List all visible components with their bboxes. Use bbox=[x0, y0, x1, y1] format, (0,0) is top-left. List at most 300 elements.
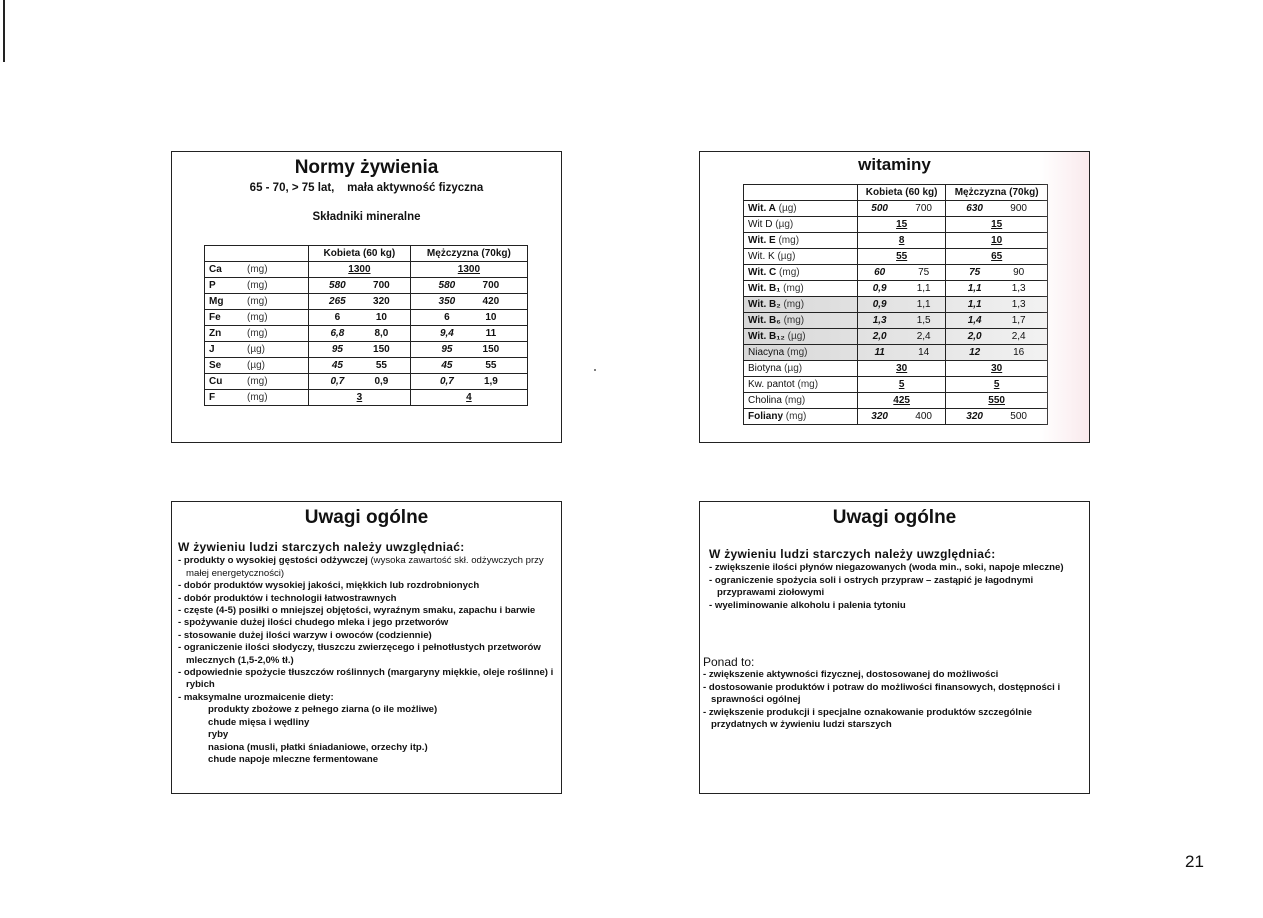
section-heading: Ponad to: bbox=[703, 655, 755, 669]
value-min: 2,0 bbox=[967, 331, 982, 342]
value-range bbox=[313, 294, 406, 309]
vitamin-unit: (mg) bbox=[783, 315, 805, 326]
value-max: 700 bbox=[373, 280, 390, 291]
list-item: - dostosowanie produktów i potraw do możliwości finansowych, dostępności i sprawności ogólnej bbox=[703, 681, 1061, 706]
value-cell bbox=[410, 294, 527, 310]
value-range bbox=[950, 345, 1043, 360]
value-cell bbox=[858, 265, 946, 281]
element-cell bbox=[205, 390, 309, 406]
value: 15 bbox=[991, 219, 1003, 230]
value-min: 1,4 bbox=[967, 315, 982, 326]
value-min: 95 bbox=[331, 344, 343, 355]
list-item bbox=[178, 580, 555, 592]
sublist-item: ryby bbox=[208, 729, 229, 741]
table-row bbox=[744, 345, 1048, 361]
value-min: 6 bbox=[334, 312, 341, 323]
value-cell bbox=[309, 358, 411, 374]
element-unit: (µg) bbox=[247, 344, 265, 355]
list-item bbox=[178, 642, 555, 667]
value-max: 10 bbox=[375, 312, 387, 323]
value-cell bbox=[309, 310, 411, 326]
value-min: 9,4 bbox=[439, 328, 454, 339]
value-min: 320 bbox=[966, 411, 983, 422]
value-range bbox=[950, 313, 1043, 328]
value-cell bbox=[858, 281, 946, 297]
value-min: 60 bbox=[874, 267, 886, 278]
element-unit: (mg) bbox=[247, 280, 268, 291]
value-max: 55 bbox=[375, 360, 387, 371]
element-unit: (mg) bbox=[247, 312, 268, 323]
value-max: 150 bbox=[482, 344, 500, 355]
value: 550 bbox=[988, 395, 1005, 406]
table-row bbox=[205, 358, 528, 374]
additional-section bbox=[703, 656, 1083, 731]
element-symbol: Zn bbox=[209, 328, 222, 339]
element-unit: (mg) bbox=[247, 376, 268, 387]
value-max: 8,0 bbox=[374, 328, 389, 339]
additional-list bbox=[703, 669, 1083, 731]
value: 425 bbox=[893, 395, 910, 406]
value: 4 bbox=[466, 392, 472, 403]
value-cell bbox=[309, 374, 411, 390]
table-row bbox=[205, 262, 528, 278]
value-cell bbox=[410, 390, 527, 406]
value-cell bbox=[858, 297, 946, 313]
value-cell bbox=[309, 342, 411, 358]
minerals-table-body bbox=[205, 262, 528, 406]
value-max: 1,9 bbox=[483, 376, 498, 387]
value-max: 55 bbox=[485, 360, 497, 371]
sublist-item: produkty zbożowe z pełnego ziarna (o ile możliwe) bbox=[208, 704, 438, 716]
page-number: 21 bbox=[1185, 852, 1204, 871]
value-range bbox=[415, 358, 523, 373]
value-range bbox=[415, 342, 523, 357]
value-cell bbox=[946, 265, 1048, 281]
table-row bbox=[744, 281, 1048, 297]
value-range bbox=[313, 374, 406, 389]
value-min: 1,3 bbox=[872, 315, 887, 326]
element-symbol: Mg bbox=[209, 296, 224, 307]
value-cell bbox=[858, 217, 946, 233]
vitamin-name: Biotyna bbox=[748, 363, 782, 374]
header-men: Mężczyzna (70kg) bbox=[410, 246, 527, 262]
value: 30 bbox=[896, 363, 908, 374]
list-item bbox=[178, 692, 555, 704]
value-min: 500 bbox=[871, 203, 888, 214]
slide-title: Uwagi ogólne bbox=[832, 507, 957, 528]
value-cell bbox=[946, 313, 1048, 329]
value-range bbox=[862, 265, 941, 280]
table-row bbox=[744, 233, 1048, 249]
list-item: - zwiększenie ilości płynów niegazowanych (woda min., soki, napoje mleczne) bbox=[709, 562, 1064, 574]
vitamin-unit: (mg) bbox=[785, 411, 807, 422]
table-row bbox=[205, 326, 528, 342]
list-item bbox=[178, 593, 555, 605]
value-max: 150 bbox=[373, 344, 390, 355]
value: 5 bbox=[898, 379, 905, 390]
value-range bbox=[950, 201, 1043, 216]
vitamin-unit: (µg) bbox=[787, 331, 806, 342]
vitamin-name: Wit. B₆ bbox=[748, 315, 781, 326]
value-cell bbox=[946, 281, 1048, 297]
element-cell bbox=[205, 310, 309, 326]
table-row bbox=[205, 374, 528, 390]
section-heading: Składniki mineralne bbox=[312, 211, 421, 223]
vitamin-cell bbox=[744, 297, 858, 313]
value: 1300 bbox=[348, 264, 371, 275]
lead-text: W żywieniu ludzi starczych należy uwzględniać: bbox=[709, 547, 996, 561]
value-cell bbox=[946, 233, 1048, 249]
list-item-text: - dobór produktów i technologii łatwostrawnych bbox=[178, 592, 397, 604]
value-range bbox=[950, 329, 1043, 344]
value-min: 1,1 bbox=[967, 283, 982, 294]
vitamin-unit: (µg) bbox=[784, 363, 803, 374]
value-max: 90 bbox=[1013, 267, 1025, 278]
slide-uwagi-ogolne-1 bbox=[171, 501, 562, 794]
list-item: - zwiększenie aktywności fizycznej, dostosowanej do możliwości bbox=[703, 669, 999, 681]
element-unit: (mg) bbox=[247, 296, 268, 307]
element-symbol: Se bbox=[209, 360, 222, 371]
vitamin-unit: (mg) bbox=[797, 379, 819, 390]
value-max: 700 bbox=[915, 203, 932, 214]
value-cell bbox=[946, 377, 1048, 393]
vitamin-cell bbox=[744, 249, 858, 265]
value-cell bbox=[410, 278, 527, 294]
value-max: 2,4 bbox=[916, 331, 931, 342]
value: 15 bbox=[896, 219, 908, 230]
list-item-text: - dobór produktów wysokiej jakości, miękkich lub rozdrobnionych bbox=[178, 580, 480, 592]
vitamin-cell bbox=[744, 345, 858, 361]
list-item bbox=[178, 617, 555, 629]
value-cell bbox=[858, 329, 946, 345]
value-min: 2,0 bbox=[872, 331, 887, 342]
element-cell bbox=[205, 262, 309, 278]
value-min: 350 bbox=[438, 296, 456, 307]
vitamin-name: Wit. B₁ bbox=[748, 283, 781, 294]
value-cell bbox=[410, 358, 527, 374]
value-max: 400 bbox=[915, 411, 932, 422]
recommendation-list bbox=[706, 562, 1083, 612]
value-cell bbox=[946, 249, 1048, 265]
vitamin-cell bbox=[744, 409, 858, 425]
slide-title: witaminy bbox=[858, 155, 931, 174]
diet-sublist bbox=[178, 704, 555, 766]
value-range bbox=[950, 297, 1043, 312]
value: 3 bbox=[356, 392, 363, 403]
value-range bbox=[950, 281, 1043, 296]
vitamin-cell bbox=[744, 329, 858, 345]
vitamin-name: Wit. K bbox=[748, 251, 775, 262]
value-range bbox=[415, 294, 523, 309]
vitamin-cell bbox=[744, 233, 858, 249]
value-min: 95 bbox=[441, 344, 453, 355]
element-cell bbox=[205, 326, 309, 342]
value-cell bbox=[946, 409, 1048, 425]
value-range bbox=[950, 265, 1043, 280]
table-row bbox=[744, 361, 1048, 377]
value: 1300 bbox=[457, 264, 481, 275]
value-range bbox=[862, 281, 941, 296]
vitamin-unit: (mg) bbox=[783, 299, 805, 310]
slide-content bbox=[706, 548, 1083, 612]
vitamin-cell bbox=[744, 377, 858, 393]
vitamin-unit: (mg) bbox=[778, 235, 800, 246]
value-min: 12 bbox=[969, 347, 981, 358]
list-item: - wyeliminowanie alkoholu i palenia tytoniu bbox=[709, 599, 906, 611]
value-range bbox=[415, 310, 523, 325]
value-min: 580 bbox=[329, 280, 346, 291]
value-max: 0,9 bbox=[374, 376, 389, 387]
value-max: 75 bbox=[918, 267, 930, 278]
list-item bbox=[178, 605, 555, 617]
value-range bbox=[313, 278, 406, 293]
value-cell bbox=[309, 294, 411, 310]
element-symbol: Fe bbox=[209, 312, 221, 323]
value-min: 630 bbox=[966, 203, 983, 214]
value-cell bbox=[309, 262, 411, 278]
slide-normy-zywienia bbox=[171, 151, 562, 443]
value-max: 1,5 bbox=[916, 315, 931, 326]
vitamin-name: Foliany bbox=[748, 411, 784, 422]
element-symbol: P bbox=[209, 280, 216, 291]
value: 5 bbox=[993, 379, 1000, 390]
element-symbol: J bbox=[209, 344, 215, 355]
value: 30 bbox=[991, 363, 1003, 374]
value-cell bbox=[309, 390, 411, 406]
table-header-row bbox=[744, 185, 1048, 201]
vitamin-unit: (mg) bbox=[784, 395, 806, 406]
element-unit: (mg) bbox=[247, 264, 268, 275]
vitamin-unit: (mg) bbox=[779, 267, 800, 278]
sublist-item: chude mięsa i wędliny bbox=[208, 716, 310, 728]
vitamin-cell bbox=[744, 201, 858, 217]
list-item bbox=[178, 555, 555, 580]
table-row bbox=[205, 390, 528, 406]
value-cell bbox=[946, 201, 1048, 217]
value-range bbox=[415, 374, 523, 389]
vitamin-name: Kw. pantot bbox=[748, 379, 795, 390]
list-item-text: - maksymalne urozmaicenie diety: bbox=[178, 691, 334, 703]
table-row bbox=[744, 393, 1048, 409]
vitamin-cell bbox=[744, 361, 858, 377]
value-cell bbox=[858, 345, 946, 361]
value-max: 700 bbox=[482, 280, 500, 291]
value-min: 265 bbox=[329, 296, 346, 307]
value-cell bbox=[946, 345, 1048, 361]
list-item-text: - odpowiednie spożycie tłuszczów roślinnych (margaryny miękkie, oleje roślinne) i rybich bbox=[178, 667, 554, 691]
slide-uwagi-ogolne-2 bbox=[699, 501, 1090, 794]
vitamin-name: Wit. A bbox=[748, 203, 776, 214]
value-range bbox=[862, 345, 941, 360]
header-women: Kobieta (60 kg) bbox=[858, 185, 946, 201]
table-row bbox=[744, 217, 1048, 233]
list-item-note: (wysoka zawartość skł. odżywczych przy małej energetyczności) bbox=[186, 555, 544, 579]
value-cell bbox=[410, 374, 527, 390]
slide-title: Normy żywienia bbox=[294, 157, 439, 178]
table-row bbox=[205, 310, 528, 326]
vitamin-name: Cholina bbox=[748, 395, 782, 406]
value-max: 420 bbox=[482, 296, 500, 307]
element-cell bbox=[205, 294, 309, 310]
value-range bbox=[415, 278, 523, 293]
table-row bbox=[744, 377, 1048, 393]
table-row bbox=[744, 329, 1048, 345]
value-max: 16 bbox=[1013, 347, 1025, 358]
value-cell bbox=[410, 326, 527, 342]
vitamin-name: Wit D bbox=[748, 219, 773, 230]
value-cell bbox=[858, 393, 946, 409]
value-range bbox=[313, 326, 406, 341]
vitamin-name: Wit. B₁₂ bbox=[748, 331, 785, 342]
list-item-text: - częste (4-5) posiłki o mniejszej objętości, wyraźnym smaku, zapachu i barwie bbox=[178, 605, 536, 617]
value-max: 1,7 bbox=[1011, 315, 1026, 326]
value-range bbox=[313, 310, 406, 325]
vitamin-unit: (mg) bbox=[786, 347, 808, 358]
value-cell bbox=[858, 233, 946, 249]
table-row bbox=[744, 297, 1048, 313]
table-row bbox=[205, 342, 528, 358]
value-min: 45 bbox=[441, 360, 453, 371]
table-row bbox=[205, 294, 528, 310]
value-cell bbox=[858, 201, 946, 217]
value-range bbox=[862, 329, 941, 344]
header-empty-cell bbox=[205, 246, 309, 262]
value-max: 2,4 bbox=[1011, 331, 1026, 342]
value: 55 bbox=[896, 251, 908, 262]
table-row bbox=[744, 265, 1048, 281]
value-range bbox=[862, 297, 941, 312]
value: 65 bbox=[991, 251, 1003, 262]
value-cell bbox=[858, 313, 946, 329]
list-item: - zwiększenie produkcji i specjalne oznakowanie produktów szczególnie przydatnych w żywieniu ludzi starszych bbox=[703, 706, 1032, 731]
value-range bbox=[313, 358, 406, 373]
value-min: 0,7 bbox=[439, 376, 454, 387]
value-range bbox=[415, 326, 523, 341]
value-max: 900 bbox=[1010, 203, 1027, 214]
value-min: 1,1 bbox=[967, 299, 982, 310]
vitamin-unit: (µg) bbox=[775, 219, 794, 230]
vitamin-cell bbox=[744, 217, 858, 233]
value-cell bbox=[309, 326, 411, 342]
value-min: 0,9 bbox=[872, 283, 887, 294]
table-row bbox=[744, 249, 1048, 265]
header-women: Kobieta (60 kg) bbox=[309, 246, 411, 262]
recommendation-list bbox=[178, 555, 555, 704]
table-row bbox=[744, 313, 1048, 329]
list-item-text: - stosowanie dużej ilości warzyw i owoców (codziennie) bbox=[178, 629, 432, 641]
value-cell bbox=[410, 262, 527, 278]
list-item bbox=[178, 630, 555, 642]
table-row bbox=[744, 201, 1048, 217]
element-unit: (mg) bbox=[247, 328, 268, 339]
value-max: 1,3 bbox=[1011, 299, 1026, 310]
value-min: 580 bbox=[438, 280, 456, 291]
value-min: 0,7 bbox=[330, 376, 345, 387]
slide-title: Uwagi ogólne bbox=[304, 507, 429, 528]
value: 10 bbox=[991, 235, 1003, 246]
vitamin-name: Wit. C bbox=[748, 267, 777, 278]
value-cell bbox=[858, 377, 946, 393]
value-cell bbox=[946, 393, 1048, 409]
value-cell bbox=[946, 297, 1048, 313]
value-range bbox=[313, 342, 406, 357]
value-range bbox=[950, 409, 1043, 424]
value-min: 0,9 bbox=[872, 299, 887, 310]
table-row bbox=[205, 278, 528, 294]
sublist-item: nasiona (musli, płatki śniadaniowe, orzechy itp.) bbox=[208, 741, 428, 753]
table-row bbox=[744, 409, 1048, 425]
vitamin-name: Wit. E bbox=[748, 235, 776, 246]
value-min: 6,8 bbox=[330, 328, 345, 339]
vitamin-cell bbox=[744, 313, 858, 329]
value-cell bbox=[858, 249, 946, 265]
sublist-item: chude napoje mleczne fermentowane bbox=[208, 753, 379, 765]
value-cell bbox=[410, 342, 527, 358]
minerals-table bbox=[204, 245, 528, 406]
value-min: 75 bbox=[969, 267, 981, 278]
vitamin-name: Niacyna bbox=[748, 347, 785, 358]
value-cell bbox=[309, 278, 411, 294]
value: 8 bbox=[898, 235, 905, 246]
vitamin-cell bbox=[744, 281, 858, 297]
value-max: 500 bbox=[1010, 411, 1027, 422]
vitamin-cell bbox=[744, 393, 858, 409]
scan-speck bbox=[594, 369, 596, 371]
slide-content bbox=[178, 541, 555, 766]
element-cell bbox=[205, 374, 309, 390]
slide-witaminy bbox=[699, 151, 1090, 443]
value-range bbox=[862, 201, 941, 216]
element-symbol: Cu bbox=[209, 376, 223, 387]
value-max: 320 bbox=[373, 296, 390, 307]
table-header-row bbox=[205, 246, 528, 262]
value-min: 320 bbox=[871, 411, 888, 422]
vitamin-unit: (µg) bbox=[777, 251, 796, 262]
element-cell bbox=[205, 358, 309, 374]
value-max: 14 bbox=[918, 347, 930, 358]
element-cell bbox=[205, 342, 309, 358]
vitamins-table bbox=[743, 184, 1048, 425]
value-min: 11 bbox=[874, 347, 885, 358]
header-men: Mężczyzna (70kg) bbox=[946, 185, 1048, 201]
element-unit: (µg) bbox=[247, 360, 265, 371]
value-cell bbox=[410, 310, 527, 326]
vitamin-unit: (µg) bbox=[778, 203, 797, 214]
value-min: 45 bbox=[331, 360, 343, 371]
scan-edge-mark bbox=[3, 0, 5, 62]
value-cell bbox=[858, 409, 946, 425]
list-item: - ograniczenie spożycia soli i ostrych przypraw – zastąpić je łagodnymi przyprawami ziołowymi bbox=[709, 574, 1034, 599]
value-cell bbox=[946, 361, 1048, 377]
vitamins-table-body bbox=[744, 201, 1048, 425]
lead-text: W żywieniu ludzi starczych należy uwzględniać: bbox=[178, 540, 465, 554]
element-symbol: Ca bbox=[209, 264, 222, 275]
vitamin-name: Wit. B₂ bbox=[748, 299, 781, 310]
value-cell bbox=[946, 217, 1048, 233]
element-unit: (mg) bbox=[247, 392, 268, 403]
value-min: 6 bbox=[444, 312, 450, 323]
vitamin-cell bbox=[744, 265, 858, 281]
list-item bbox=[178, 667, 555, 692]
value-cell bbox=[858, 361, 946, 377]
vitamin-unit: (mg) bbox=[783, 283, 804, 294]
value-range bbox=[862, 409, 941, 424]
value-cell bbox=[946, 329, 1048, 345]
list-item-text: - ograniczenie ilości słodyczy, tłuszczu zwierzęcego i pełnotłustych przetworów mlecznych (1,5-2,0% tł.) bbox=[178, 642, 541, 666]
value-max: 10 bbox=[485, 312, 497, 323]
slide-subtitle: 65 - 70, > 75 lat, mała aktywność fizyczna bbox=[249, 182, 484, 194]
value-max: 1,1 bbox=[916, 299, 931, 310]
